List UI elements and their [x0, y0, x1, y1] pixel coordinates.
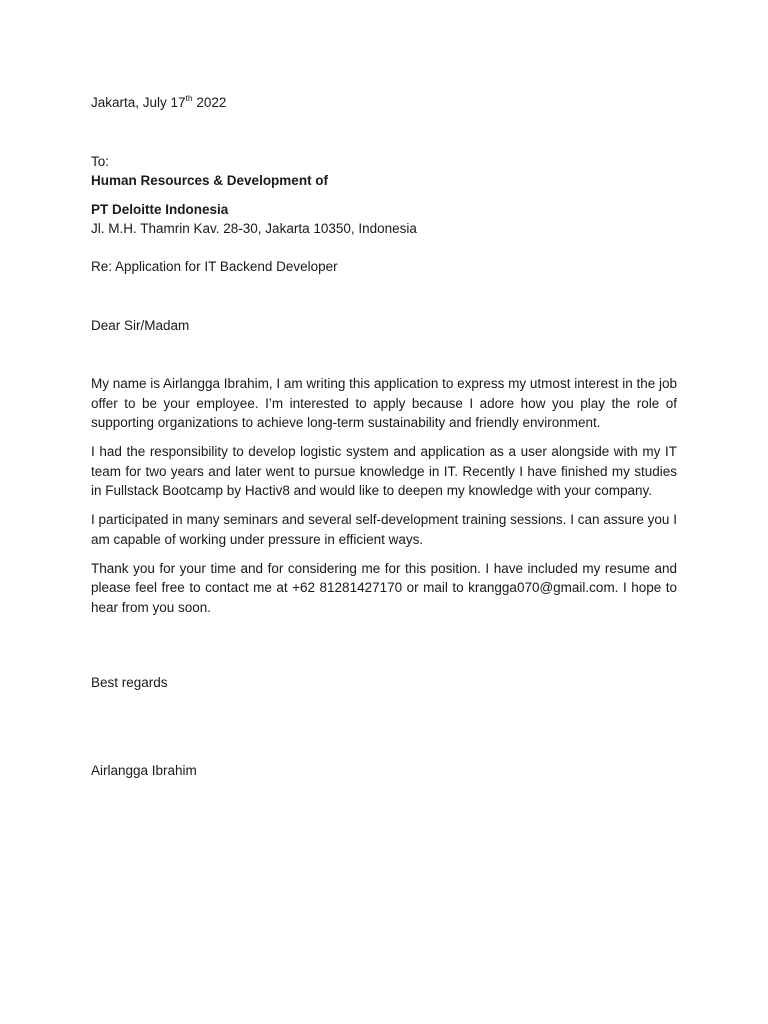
- recipient-address: Jl. M.H. Thamrin Kav. 28-30, Jakarta 10350, Indonesia: [91, 221, 417, 236]
- date-prefix: Jakarta, July 17: [91, 95, 186, 110]
- closing: Best regards: [91, 675, 168, 690]
- body-paragraph-1: My name is Airlangga Ibrahim, I am writing this application to express my utmost interest in the job offer to be your employee. I’m interested to apply because I adore how you play the role of supporting organizations to achieve long-term sustainability and friendly environment.: [91, 376, 678, 430]
- recipient-department: Human Resources & Development of: [91, 173, 329, 188]
- letter-body: [91, 374, 677, 627]
- body-paragraph-2: I had the responsibility to develop logistic system and application as a user alongside with my IT team for two years and later went to pursue knowledge in IT. Recently I have finished my studies in Fullstack Bootcamp by Hactiv8 and would like to deepen my knowledge with your company.: [91, 444, 677, 498]
- recipient-company: PT Deloitte Indonesia: [91, 202, 229, 217]
- body-paragraph-3: I participated in many seminars and several self-development training sessions. I can assure you I am capable of working under pressure in efficient ways.: [91, 512, 677, 547]
- date-year: 2022: [192, 95, 227, 110]
- body-paragraph-4: Thank you for your time and for considering me for this position. I have included my resume and please feel free to contact me at +62 81281427170 or mail to krangga070@gmail.com. I hope to hear from you soon.: [91, 560, 677, 615]
- date-ordinal-suffix: th: [185, 92, 193, 103]
- signature-name: Airlangga Ibrahim: [91, 763, 197, 778]
- to-label: To:: [91, 154, 110, 169]
- letter-date: [91, 93, 677, 113]
- subject-line: Re: Application for IT Backend Developer: [91, 259, 338, 274]
- salutation: Dear Sir/Madam: [91, 318, 190, 333]
